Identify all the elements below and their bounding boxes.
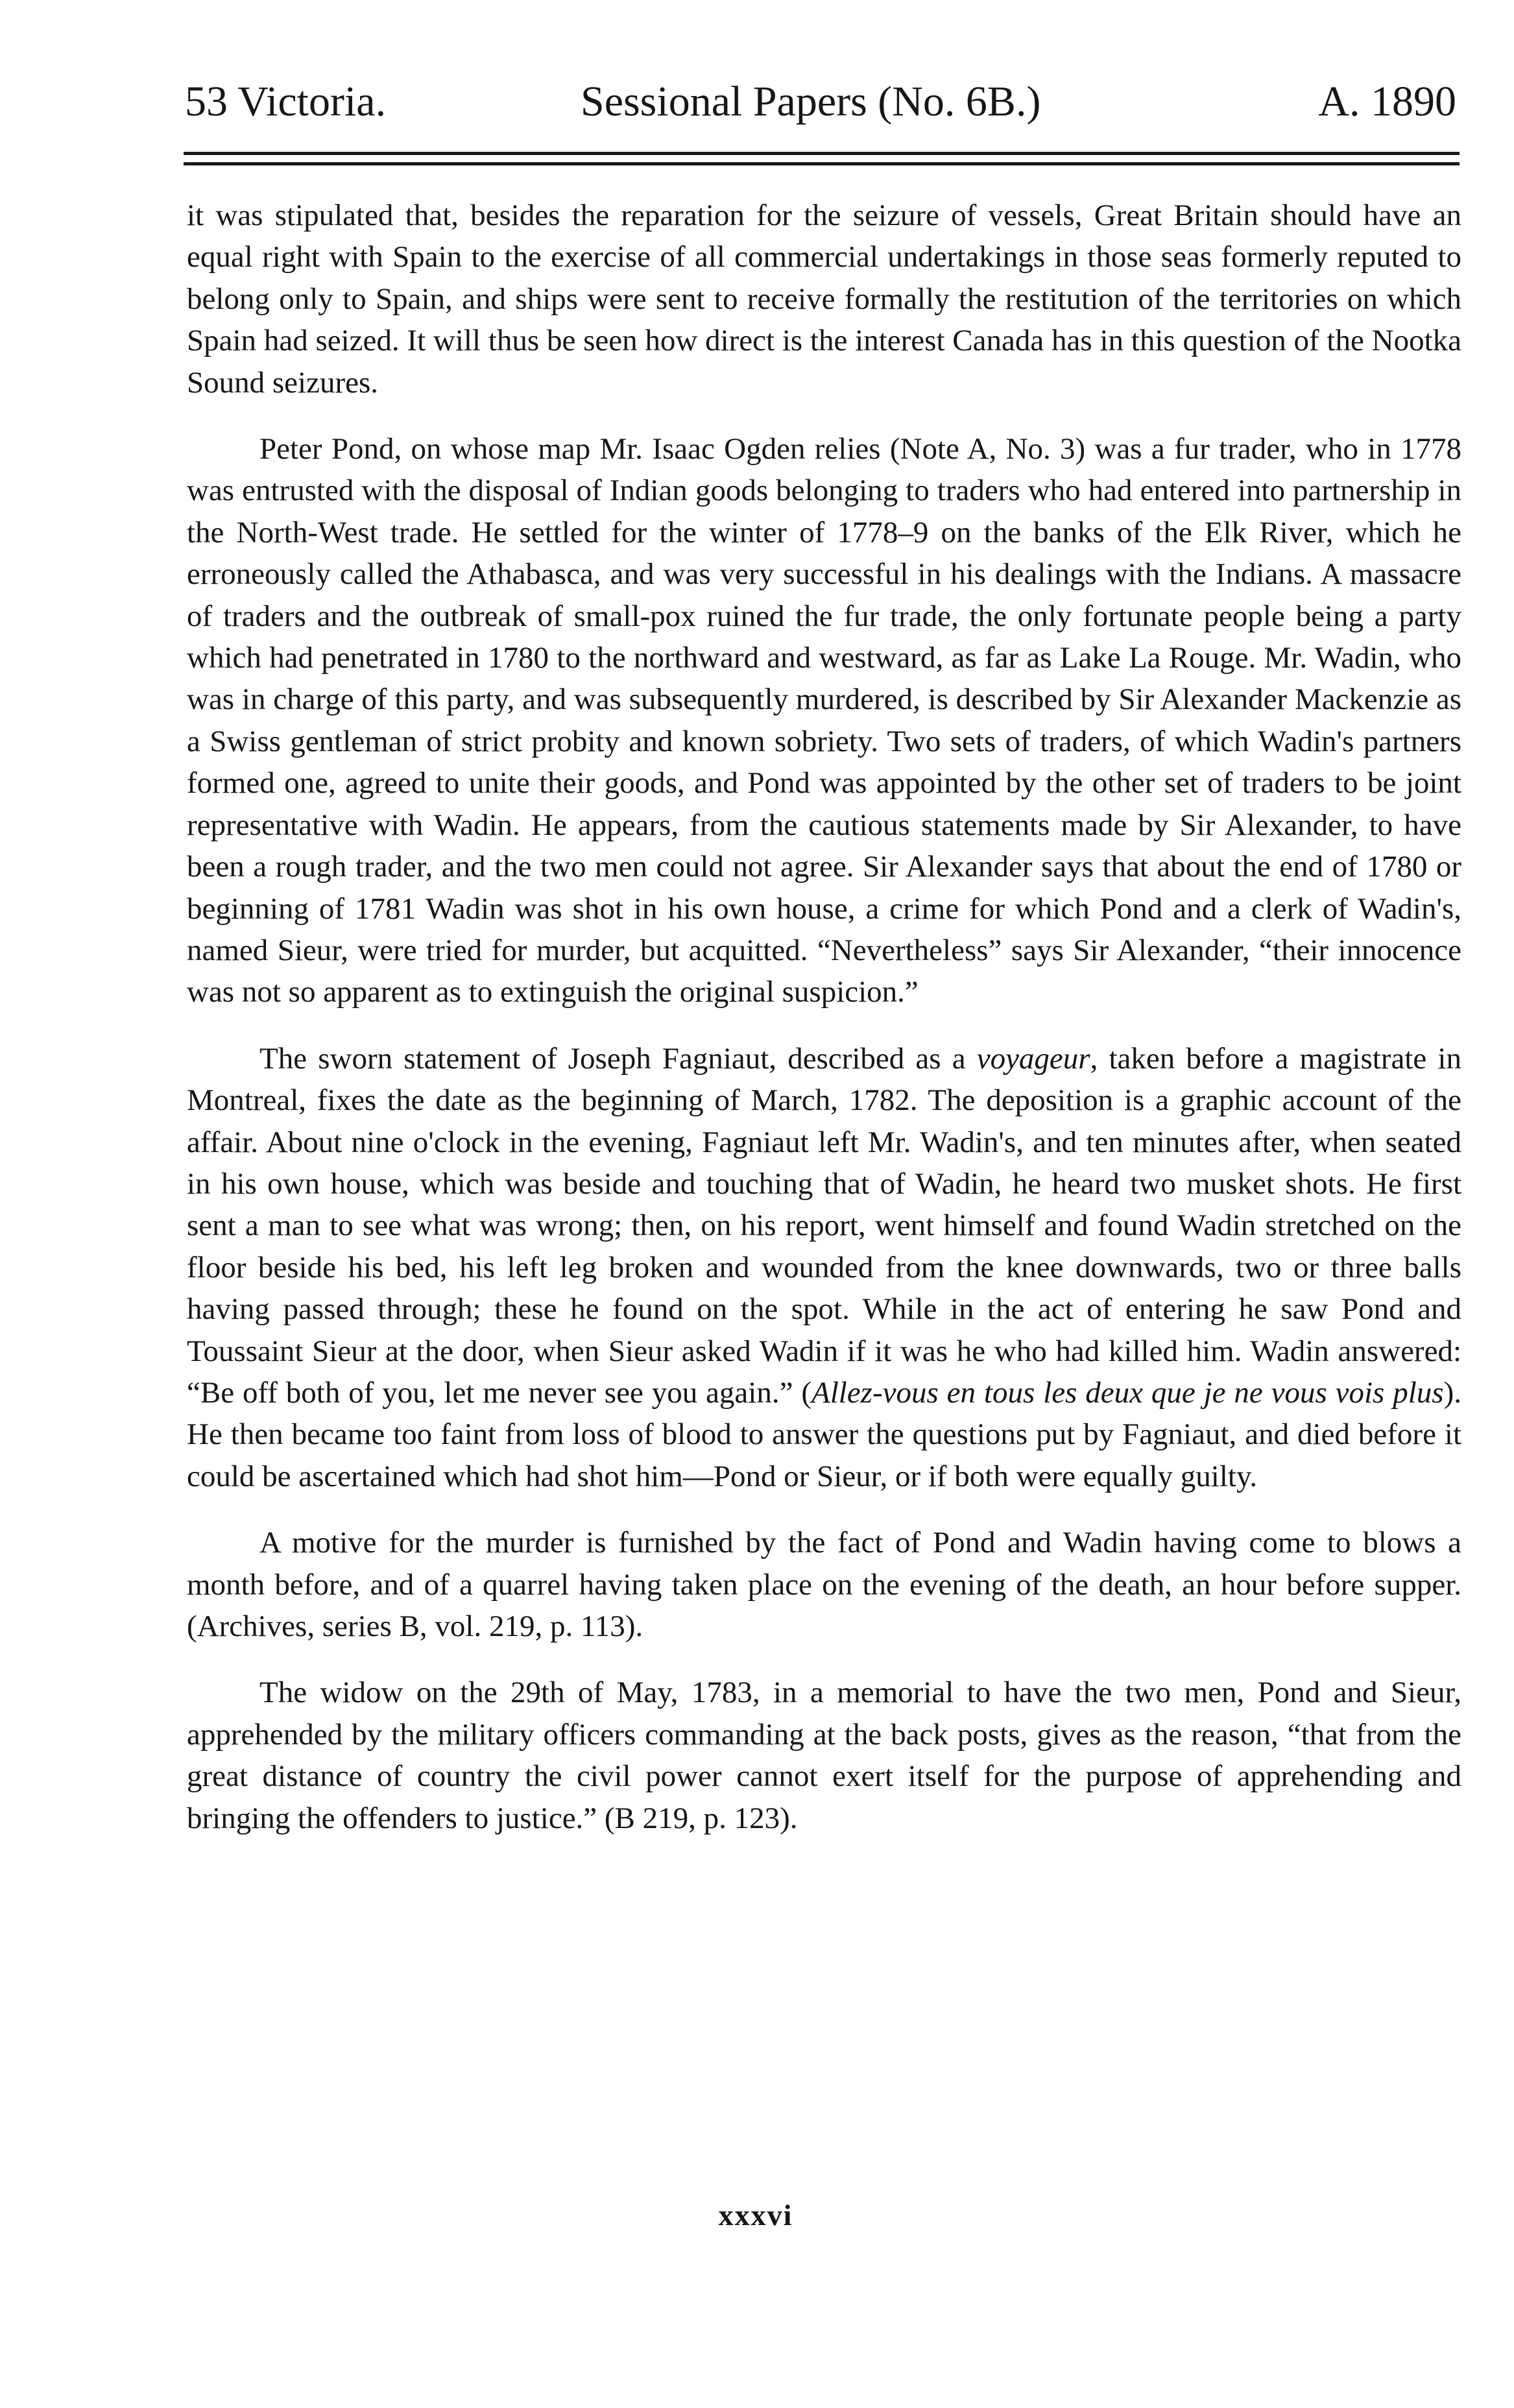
sworn-statement-part2: , taken before a magistrate in Montreal, fixes the date as the beginning of March, 1782. The deposition is a graphic account of the affair. About nine o'clock in the evening, Fagniaut left Mr. Wadin's, and ten minutes after, when seated in his own house, which was beside and touching that of Wadin, he heard two musket shots. He first sent a man to see what was wrong; then, on his report, went himself and found Wadin stretched on the floor beside his bed, his left leg broken and wounded from the knee downwards, two or three balls having passed through; these he found on the spot. While in the act of entering he saw Pond and Toussaint Sieur at the door, when Sieur asked Wadin if it was he who had killed him. Wadin answered: “Be off both of you, let me never see you again.” ( [187, 1041, 1461, 1410]
sworn-statement-part1: The sworn statement of Joseph Fagniaut, described as a [259, 1041, 977, 1076]
paragraph-motive: A motive for the murder is furnished by the fact of Pond and Wadin having come to blows a month before, and of a quarrel having taken place on the evening of the death, an hour before supper. (Archives, series B, vol. 219, p. 113). [187, 1526, 1461, 1643]
page-folio: xxxvi [718, 2198, 793, 2232]
paragraph-sworn-statement [187, 1038, 1461, 1497]
french-quote: Allez-vous en tous les deux que je ne vous vois plus [811, 1375, 1444, 1410]
header-rule-bottom [184, 162, 1460, 165]
sworn-statement-part3: ). He then became too faint from loss of blood to answer the questions put by Fagniaut, and died before it could be ascertained which had shot him—Pond or Sieur, or if both were equally guilty. [187, 1375, 1461, 1493]
header-title: Sessional Papers (No. 6B.) [581, 78, 1041, 125]
header-year: A. 1890 [1318, 78, 1456, 125]
voyageur-term: voyageur [976, 1041, 1090, 1076]
header-session: 53 Victoria. [185, 78, 387, 125]
paragraph-widow: The widow on the 29th of May, 1783, in a memorial to have the two men, Pond and Sieur, apprehended by the military officers commanding at the back posts, gives as the reason, “that from the great distance of country the civil power cannot exert itself for the purpose of apprehending and bringing the offenders to justice.” (B 219, p. 123). [187, 1676, 1461, 1835]
paragraph-peter-pond: Peter Pond, on whose map Mr. Isaac Ogden relies (Note A, No. 3) was a fur trader, who in 1778 was entrusted with the disposal of Indian goods belonging to traders who had entered into partnership in the North-West trade. He settled for the winter of 1778–9 on the banks of the Elk River, which he erroneously called the Athabasca, and was very successful in his dealings with the Indians. A massacre of traders and the outbreak of small-pox ruined the fur trade, the only fortunate people being a party which had penetrated in 1780 to the northward and westward, as far as Lake La Rouge. Mr. Wadin, who was in charge of this party, and was subsequently murdered, is described by Sir Alexander Mackenzie as a Swiss gentleman of strict probity and known sobriety. Two sets of traders, of which Wadin's partners formed one, agreed to unite their goods, and Pond was appointed by the other set of traders to be joint representative with Wadin. He appears, from the cautious statements made by Sir Alexander, to have been a rough trader, and the two men could not agree. Sir Alexander says that about the end of 1780 or beginning of 1781 Wadin was shot in his own house, a crime for which Pond and a clerk of Wadin's, named Sieur, were tried for murder, but acquitted. “Nevertheless” says Sir Alexander, “their innocence was not so apparent as to extinguish the original suspicion.” [187, 432, 1461, 1009]
paragraph-nootka: it was stipulated that, besides the reparation for the seizure of vessels, Great Britain should have an equal right with Spain to the exercise of all commercial undertakings in those seas formerly reputed to belong only to Spain, and ships were sent to receive formally the restitution of the territories on which Spain had seized. It will thus be seen how direct is the interest Canada has in this question of the Nootka Sound seizures. [187, 199, 1461, 400]
body-text [187, 195, 1461, 1864]
header-rule-top [184, 152, 1460, 155]
running-header [185, 73, 1456, 131]
